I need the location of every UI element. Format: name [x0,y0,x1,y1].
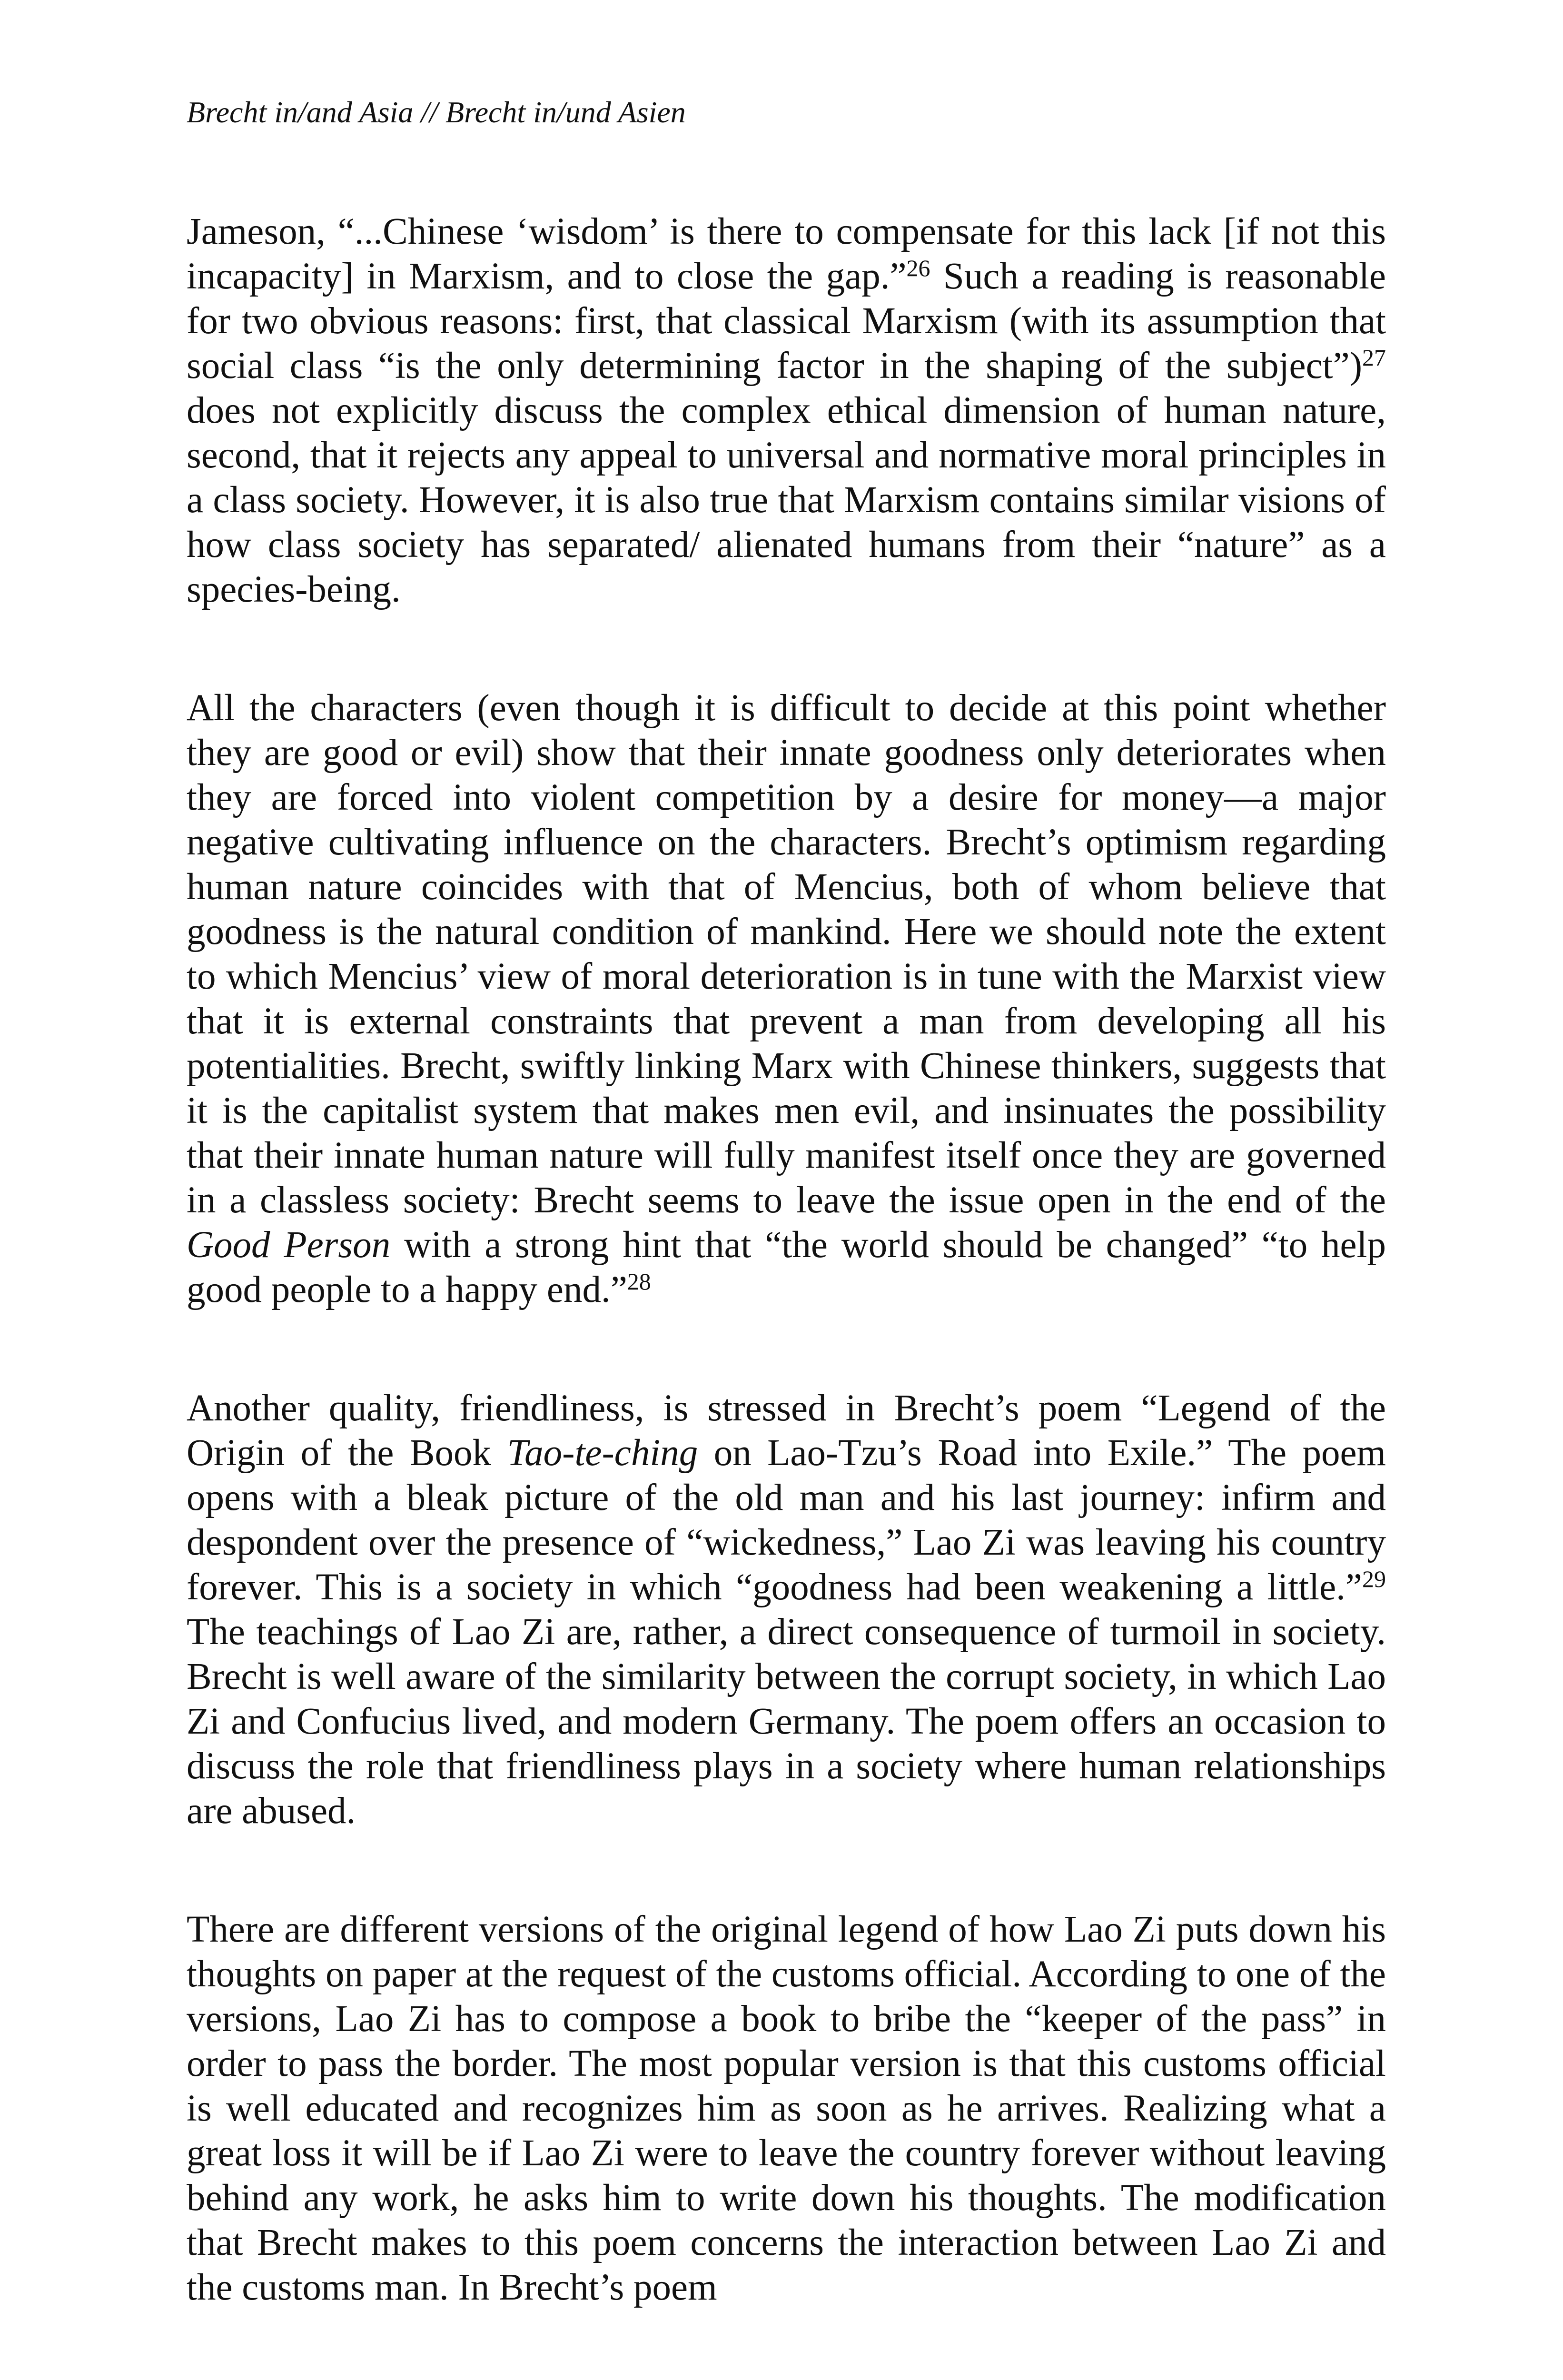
text-run: The teachings of Lao Zi are, rather, a direct consequence of turmoil in society. Brecht is well aware of the similarity between the corrupt society, in which Lao Zi and Confucius lived, and modern Germany. The poem offers an occasion to discuss the role that friendliness plays in a society where human relationships are abused. [187,1611,1386,1832]
paragraph [187,209,1386,612]
text-run: There are different versions of the original legend of how Lao Zi puts down his thoughts on paper at the request of the customs official. According to one of the versions, Lao Zi has to compose a book to bribe the “keeper of the pass” in order to pass the border. The most popular version is that this customs official is well educated and recognizes him as soon as he arrives. Realizing what a great loss it will be if Lao Zi were to leave the country forever without leaving behind any work, he asks him to write down his thoughts. The modification that Brecht makes to this poem concerns the interaction between Lao Zi and the customs man. In Brecht’s poem [187,1909,1386,2308]
text-run: Another quality, friendliness, is stressed in Brecht’s poem “Legend of the Origin of the Book [187,1388,1386,1474]
footnote-marker: 29 [1362,1566,1386,1592]
text-run: on Lao-Tzu’s Road into Exile.” The poem opens with a bleak picture of the old man and his last journey: infirm and despondent over the presence of “wickedness,” Lao Zi was leaving his country forever. This is a society in which “goodness had been weakening a little.” [187,1432,1386,1608]
text-run: does not explicitly discuss the complex ethical dimension of human nature, second, that it rejects any appeal to universal and normative moral principles in a class society. However, it is also true that Marxism contains similar visions of how class society has separated/ alienated humans from their “nature” as a species-being. [187,390,1386,610]
paragraph [187,1907,1386,2310]
italic-title: Tao-te-ching [507,1432,698,1474]
paragraph [187,1386,1386,1834]
paragraph [187,686,1386,1312]
text-run: All the characters (even though it is difficult to decide at this point whether they are good or evil) show that their innate goodness only deteriorates when they are forced into violent competition by a desire for money—a major negative cultivating influence on the characters. Brecht’s optimism regarding human nature coincides with that of Mencius, both of whom believe that goodness is the natural condition of mankind. Here we should note the extent to which Mencius’ view of moral deterioration is in tune with the Marxist view that it is external constraints that prevent a man from developing all his potentialities. Brecht, swiftly linking Marx with Chinese thinkers, suggests that it is the capitalist system that makes men evil, and insinuates the possibility that their innate human nature will fully manifest itself once they are governed in a classless society: Brecht seems to leave the issue open in the end of the [187,687,1386,1221]
text-run: with a strong hint that “the world should be changed” “to help good people to a happy end.” [187,1224,1386,1310]
body-text [187,209,1386,2310]
footnote-marker: 26 [906,255,930,281]
running-head: Brecht in/and Asia // Brecht in/und Asien [187,95,686,129]
footnote-marker: 27 [1362,344,1386,371]
text-run: Such a reading is reasonable for two obvious reasons: first, that classical Marxism (with its assumption that social class “is the only determining factor in the shaping of the subject”) [187,256,1386,387]
italic-title: Good Person [187,1224,391,1266]
footnote-marker: 28 [627,1268,651,1295]
text-run: Jameson, “...Chinese ‘wisdom’ is there to compensate for this lack [if not this incapacity] in Marxism, and to close the gap.” [187,211,1386,297]
